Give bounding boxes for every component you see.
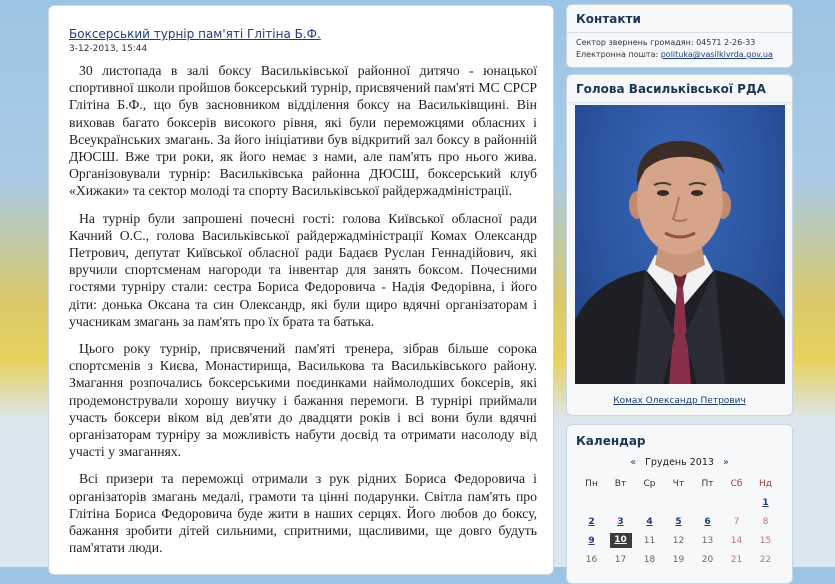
calendar-day: 14 <box>730 535 743 546</box>
calendar-month-label: Грудень 2013 <box>645 457 714 468</box>
weekday-header: Чт <box>672 478 685 489</box>
article-panel <box>48 5 554 575</box>
article-body <box>69 62 537 556</box>
weekday-header: Нд <box>759 478 772 489</box>
calendar-day-link[interactable]: 5 <box>675 516 682 527</box>
calendar-heading: Календар <box>576 434 646 448</box>
weekday-header: Ср <box>643 478 656 489</box>
calendar-day: 11 <box>643 535 656 546</box>
calendar-day <box>635 493 664 512</box>
calendar-day <box>664 493 693 512</box>
email-label: Електронна пошта: <box>576 50 659 59</box>
calendar-box <box>566 424 793 584</box>
head-name-link[interactable]: Комах Олександр Петрович <box>613 396 746 406</box>
calendar-week-row <box>577 531 780 550</box>
calendar-day: 8 <box>762 516 769 527</box>
calendar-day <box>606 493 635 512</box>
calendar-weekday-row <box>577 474 780 493</box>
calendar-day-link[interactable]: 1 <box>762 497 769 508</box>
contacts-box <box>566 4 793 68</box>
calendar-day <box>577 493 606 512</box>
weekday-header: Вт <box>614 478 627 489</box>
article-title-link[interactable]: Боксерський турнір пам'яті Глітіна Б.Ф. <box>69 27 321 41</box>
calendar-day-link[interactable]: 6 <box>704 516 711 527</box>
weekday-header: Пт <box>701 478 714 489</box>
calendar-day: 13 <box>701 535 714 546</box>
article-date: 3-12-2013, 15:44 <box>69 44 148 54</box>
article-paragraph: На турнір були запрошені почесні гості: голова Київської обласної ради Качний О.С., голова Васильківської райдержадміністрації Комах Олександр Петрович, депутат Київської обласної ради Бадаєв Руслан Геннадійович, які вручили спортсменам нагороди та інвентар для занять боксом. Почесними гостями турніру стали: сестра Бориса Федоровича - Надія Федорівна, і його діти: донька Оксана та син Олександр, які були щиро вдячні організаторам і учасникам змагань за пам'ять про їх брата та батька. <box>69 210 537 329</box>
calendar-today[interactable] <box>606 531 635 550</box>
portrait-illustration <box>575 105 785 384</box>
calendar-day: 18 <box>643 554 656 565</box>
calendar-day: 21 <box>730 554 743 565</box>
head-box <box>566 74 793 416</box>
article-paragraph: 30 листопада в залі боксу Васильківської районної дитячо - юнацької спортивної школи пройшов боксерський турнір, присвячений пам'яті МС СРСР Глітіна Б.Ф., що був засновником відділення боксу на Васильківщині. Він виховав багато боксерів високого рівня, які були переможцями обласних і Всеукраїнських змагань. За його ініціативи був відкритий зал боксу в районній ДЮСШ. Вже три роки, як його немає з нами, але пам'ять про нього жива. Організовували турнір: Васильківська районна ДЮСШ, боксерський клуб «Хижаки» та сектор молоді та спорту Васильківської райдержадміністрації. <box>69 63 537 199</box>
calendar-day <box>693 493 722 512</box>
email-link[interactable]: polituka@vasilkivrda.gov.ua <box>660 50 773 59</box>
calendar-prev-link[interactable]: « <box>630 457 637 468</box>
phone-number: 04571 2-26-33 <box>696 38 756 47</box>
calendar-nav <box>567 457 792 468</box>
calendar-day: 15 <box>759 535 772 546</box>
calendar-day-link[interactable]: 4 <box>646 516 653 527</box>
calendar-day <box>722 493 751 512</box>
article-paragraph: Всі призери та переможці отримали з рук рідних Бориса Федоровича і організаторів змагань медалі, грамоти та цінні подарунки. Світла пам'ять про Глітіна Бориса Федоровича буде жити в наших серцях. Його любов до боксу, бажання зробити дітей сильними, спритними, щасливими, ще довго будуть пам'ятати люди. <box>69 471 537 556</box>
calendar-day-link[interactable]: 3 <box>617 516 624 527</box>
phone-label: Сектор звернень громадян: <box>576 38 694 47</box>
calendar-day: 16 <box>585 554 598 565</box>
contacts-email-line <box>567 49 792 61</box>
calendar-day: 7 <box>733 516 740 527</box>
calendar-grid <box>577 474 780 569</box>
contacts-heading: Контакти <box>567 5 792 33</box>
calendar-day: 12 <box>672 535 685 546</box>
calendar-day: 20 <box>701 554 714 565</box>
calendar-next-link[interactable]: » <box>722 457 729 468</box>
head-heading: Голова Васильківської РДА <box>567 75 792 103</box>
head-portrait-photo <box>575 105 785 384</box>
weekday-header: Пн <box>585 478 598 489</box>
calendar-day: 19 <box>672 554 685 565</box>
calendar-today-number[interactable]: 10 <box>610 533 632 548</box>
weekday-header: Сб <box>730 478 743 489</box>
calendar-day: 17 <box>614 554 627 565</box>
article-paragraph: Цього року турнір, присвячений пам'яті тренера, зібрав більше сорока спортсменів з Києва, Монастирища, Василькова та Васильківського району. Змагання розпочались боксерськими поєдинками наймолодших боксерів, які продемонстрували хорошу виучку і бажання перемоги. В турнірі приймали участь боксери віком від дев'яти до двадцяти років і всі вони були вдячні організаторам турніру за можливість набути досвід та отримати насолоду від участі у змаганнях. <box>69 341 537 460</box>
calendar-week-row <box>577 512 780 531</box>
calendar-day-link[interactable]: 2 <box>588 516 595 527</box>
calendar-day-link[interactable]: 9 <box>588 535 595 546</box>
calendar-week-row <box>577 550 780 569</box>
contacts-phone-line <box>567 37 792 49</box>
calendar-week-row <box>577 493 780 512</box>
calendar-day: 22 <box>759 554 772 565</box>
